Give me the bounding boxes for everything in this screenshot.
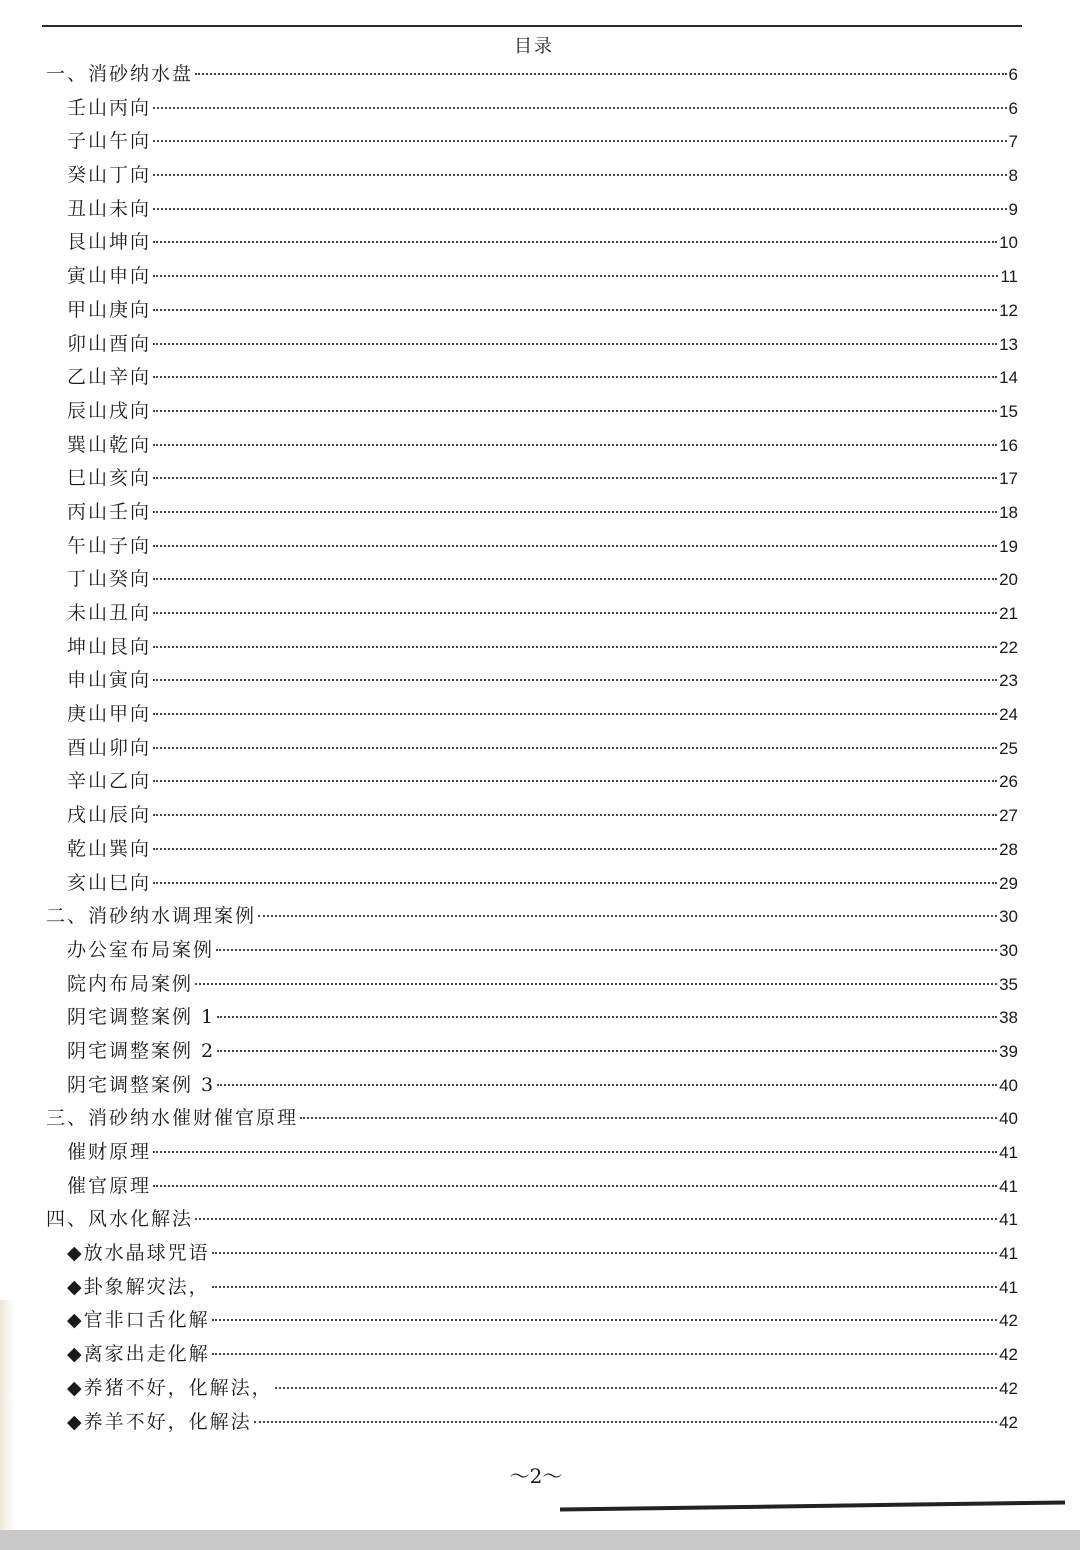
toc-entry-label: 戌山辰向 — [67, 804, 152, 827]
toc-entry-label: ◆养猪不好，化解法， — [67, 1376, 273, 1399]
toc-entry-label: 院内布局案例 — [67, 972, 194, 995]
toc-subsection-entry[interactable] — [0, 1304, 1080, 1338]
dot-leader — [153, 476, 997, 479]
dot-leader — [254, 1420, 997, 1423]
toc-subsection-entry[interactable] — [0, 429, 1080, 463]
toc-entry-label: 三、消砂纳水催财催官原理 — [46, 1107, 299, 1130]
toc-entry-page-number: 17 — [999, 469, 1018, 489]
toc-entry-page-number: 10 — [999, 233, 1018, 253]
toc-entry-label: 催财原理 — [67, 1141, 152, 1163]
toc-entry-page-number: 42 — [999, 1378, 1018, 1398]
dot-leader — [195, 72, 1007, 75]
dot-leader — [153, 240, 997, 243]
toc-entry-page-number: 38 — [999, 1008, 1018, 1028]
toc-subsection-entry[interactable] — [0, 698, 1080, 732]
scan-bottom-strip — [0, 1530, 1080, 1550]
dot-leader — [153, 881, 997, 884]
toc-entry-label: ◆卦象解灾法， — [67, 1275, 210, 1298]
toc-subsection-entry[interactable] — [0, 1001, 1080, 1035]
toc-entry-page-number: 28 — [999, 839, 1018, 859]
dot-leader — [153, 1150, 997, 1153]
toc-entry-page-number: 16 — [999, 435, 1018, 455]
toc-entry-label: 寅山申向 — [67, 265, 152, 288]
toc-subsection-entry[interactable] — [0, 1237, 1080, 1271]
dot-leader — [153, 106, 1007, 109]
dot-leader — [275, 1386, 997, 1389]
toc-entry-page-number: 41 — [999, 1143, 1018, 1162]
toc-section-entry[interactable] — [0, 1203, 1080, 1237]
toc-entry-page-number: 27 — [999, 806, 1018, 826]
dot-leader — [153, 611, 997, 614]
dot-leader — [212, 1318, 997, 1321]
dot-leader — [153, 645, 997, 648]
toc-entry-page-number: 13 — [999, 334, 1018, 354]
dot-leader — [153, 409, 997, 412]
toc-entry-page-number: 40 — [999, 1109, 1018, 1129]
toc-entry-label: ◆放水晶球咒语 — [67, 1242, 210, 1265]
toc-entry-page-number: 42 — [999, 1311, 1018, 1331]
dot-leader — [153, 342, 997, 345]
toc-entry-page-number: 26 — [999, 772, 1018, 792]
toc-entry-page-number: 23 — [999, 671, 1018, 691]
toc-subsection-entry[interactable] — [0, 1035, 1080, 1069]
dot-leader — [153, 510, 997, 513]
toc-subsection-entry[interactable] — [0, 361, 1080, 395]
toc-subsection-entry[interactable] — [0, 597, 1080, 631]
toc-entry-label: 未山丑向 — [67, 602, 152, 624]
toc-subsection-entry[interactable] — [0, 664, 1080, 698]
toc-subsection-entry[interactable] — [0, 496, 1080, 530]
toc-entry-label: 催官原理 — [67, 1174, 152, 1197]
toc-entry-page-number: 14 — [999, 368, 1018, 388]
toc-entry-page-number: 41 — [999, 1210, 1018, 1230]
toc-subsection-entry[interactable] — [0, 799, 1080, 833]
dot-leader — [216, 948, 997, 951]
dot-leader — [153, 173, 1007, 176]
toc-subsection-entry[interactable] — [0, 530, 1080, 564]
toc-subsection-entry[interactable] — [0, 1069, 1080, 1103]
toc-entry-label: 卯山酉向 — [67, 332, 152, 355]
toc-entry-label: 辛山乙向 — [67, 770, 152, 793]
toc-entry-page-number: 42 — [999, 1412, 1018, 1432]
toc-entry-label: 阴宅调整案例 2 — [67, 1039, 216, 1062]
toc-subsection-entry[interactable] — [0, 462, 1080, 496]
dot-leader — [153, 847, 997, 850]
dot-leader — [212, 1251, 997, 1254]
toc-entry-label: 丙山壬向 — [67, 500, 152, 523]
toc-entry-label: ◆养羊不好，化解法 — [67, 1410, 252, 1433]
toc-entry-page-number: 18 — [999, 502, 1018, 522]
toc-section-entry[interactable] — [0, 1102, 1080, 1136]
dot-leader — [153, 678, 997, 681]
toc-entry-label: 壬山丙向 — [67, 96, 152, 119]
toc-subsection-entry[interactable] — [0, 1271, 1080, 1305]
toc-entry-label: 酉山卯向 — [67, 736, 152, 759]
toc-entry-label: 阴宅调整案例 3 — [67, 1073, 216, 1096]
dot-leader — [153, 274, 998, 277]
header-rule — [42, 25, 1022, 27]
toc-subsection-entry[interactable] — [0, 631, 1080, 665]
toc-entry-page-number: 39 — [999, 1041, 1018, 1061]
toc-title: 目录 — [514, 36, 554, 57]
toc-subsection-entry[interactable] — [0, 159, 1080, 193]
toc-entry-page-number: 15 — [999, 401, 1018, 421]
toc-entry-label: 庚山甲向 — [67, 703, 152, 726]
toc-entry-page-number: 19 — [999, 536, 1018, 556]
toc-subsection-entry[interactable] — [0, 934, 1080, 968]
toc-entry-page-number: 9 — [1008, 199, 1018, 219]
toc-subsection-entry[interactable] — [0, 833, 1080, 867]
footer-rule — [560, 1500, 1065, 1511]
toc-entry-label: ◆官非口舌化解 — [67, 1309, 210, 1332]
toc-section-entry[interactable] — [0, 58, 1080, 92]
dot-leader — [153, 1184, 997, 1187]
dot-leader — [153, 779, 997, 782]
toc-entry-page-number: 11 — [1000, 267, 1018, 287]
dot-leader — [217, 1015, 997, 1018]
dot-leader — [212, 1285, 997, 1288]
toc-section-entry[interactable] — [0, 900, 1080, 934]
dot-leader — [153, 746, 997, 749]
dot-leader — [217, 1049, 997, 1052]
toc-subsection-entry[interactable] — [0, 125, 1080, 159]
toc-entry-label: 二、消砂纳水调理案例 — [46, 905, 257, 928]
toc-entry-page-number: 20 — [999, 570, 1018, 590]
toc-subsection-entry[interactable] — [0, 968, 1080, 1002]
toc-entry-page-number: 29 — [999, 873, 1018, 893]
toc-entry-page-number: 6 — [1008, 65, 1018, 84]
toc-entry-page-number: 22 — [999, 637, 1018, 657]
dot-leader — [212, 1352, 997, 1355]
toc-entry-page-number: 41 — [999, 1277, 1018, 1297]
toc-subsection-entry[interactable] — [0, 92, 1080, 126]
dot-leader — [153, 207, 1007, 210]
toc-entry-label: 巽山乾向 — [67, 433, 152, 456]
toc-subsection-entry[interactable] — [0, 867, 1080, 901]
toc-subsection-entry[interactable] — [0, 1372, 1080, 1406]
toc-entry-label: 丑山未向 — [67, 197, 152, 220]
dot-leader — [153, 139, 1007, 142]
toc-subsection-entry[interactable] — [0, 765, 1080, 799]
toc-entry-label: 申山寅向 — [67, 669, 152, 692]
toc-entry-label: 办公室布局案例 — [67, 938, 215, 961]
dot-leader — [153, 544, 997, 547]
toc-entry-page-number: 25 — [999, 738, 1018, 758]
toc-entry-page-number: 7 — [1008, 132, 1018, 152]
toc-entry-label: 子山午向 — [67, 130, 152, 153]
toc-entry-page-number: 35 — [999, 974, 1018, 994]
toc-entry-label: 亥山巳向 — [67, 871, 152, 894]
dot-leader — [300, 1116, 997, 1119]
toc-subsection-entry[interactable] — [0, 1338, 1080, 1372]
dot-leader — [195, 982, 997, 985]
toc-subsection-entry[interactable] — [0, 1406, 1080, 1440]
dot-leader — [195, 1217, 997, 1220]
toc-subsection-entry[interactable] — [0, 1136, 1080, 1170]
dot-leader — [217, 1083, 997, 1086]
toc-entry-page-number: 41 — [999, 1176, 1018, 1196]
toc-entry-page-number: 30 — [999, 907, 1018, 927]
toc-subsection-entry[interactable] — [0, 1170, 1080, 1204]
table-of-contents — [0, 58, 1080, 1439]
page-number-footer: ～2～ — [509, 1464, 563, 1488]
dot-leader — [258, 914, 997, 917]
toc-subsection-entry[interactable] — [0, 563, 1080, 597]
toc-subsection-entry[interactable] — [0, 732, 1080, 766]
toc-subsection-entry[interactable] — [0, 294, 1080, 328]
toc-subsection-entry[interactable] — [0, 328, 1080, 362]
toc-entry-page-number: 41 — [999, 1244, 1018, 1264]
toc-entry-label: 丁山癸向 — [67, 568, 152, 591]
toc-entry-label: 一、消砂纳水盘 — [46, 63, 194, 85]
dot-leader — [153, 577, 997, 580]
toc-entry-label: 甲山庚向 — [67, 298, 152, 321]
toc-entry-page-number: 21 — [999, 604, 1018, 623]
toc-subsection-entry[interactable] — [0, 260, 1080, 294]
toc-subsection-entry[interactable] — [0, 226, 1080, 260]
toc-entry-label: 乾山巽向 — [67, 837, 152, 860]
toc-entry-label: 癸山丁向 — [67, 164, 152, 187]
toc-entry-label: 坤山艮向 — [67, 635, 152, 658]
toc-entry-page-number: 6 — [1008, 98, 1018, 118]
toc-entry-label: 四、风水化解法 — [46, 1208, 194, 1231]
toc-entry-page-number: 12 — [999, 300, 1018, 320]
toc-entry-page-number: 30 — [999, 940, 1018, 960]
toc-entry-page-number: 24 — [999, 705, 1018, 725]
toc-entry-label: 乙山辛向 — [67, 366, 152, 389]
dot-leader — [153, 443, 997, 446]
toc-entry-label: 午山子向 — [67, 534, 152, 557]
toc-entry-page-number: 8 — [1008, 166, 1018, 186]
toc-entry-label: 艮山坤向 — [67, 231, 152, 254]
toc-entry-label: 阴宅调整案例 1 — [67, 1006, 216, 1029]
dot-leader — [153, 712, 997, 715]
toc-subsection-entry[interactable] — [0, 395, 1080, 429]
dot-leader — [153, 308, 997, 311]
toc-entry-label: ◆离家出走化解 — [67, 1343, 210, 1366]
dot-leader — [153, 813, 997, 816]
toc-entry-label: 辰山戌向 — [67, 399, 152, 422]
toc-entry-label: 巳山亥向 — [67, 467, 152, 490]
toc-entry-page-number: 42 — [999, 1345, 1018, 1365]
dot-leader — [153, 375, 997, 378]
toc-subsection-entry[interactable] — [0, 193, 1080, 227]
toc-entry-page-number: 40 — [999, 1075, 1018, 1095]
